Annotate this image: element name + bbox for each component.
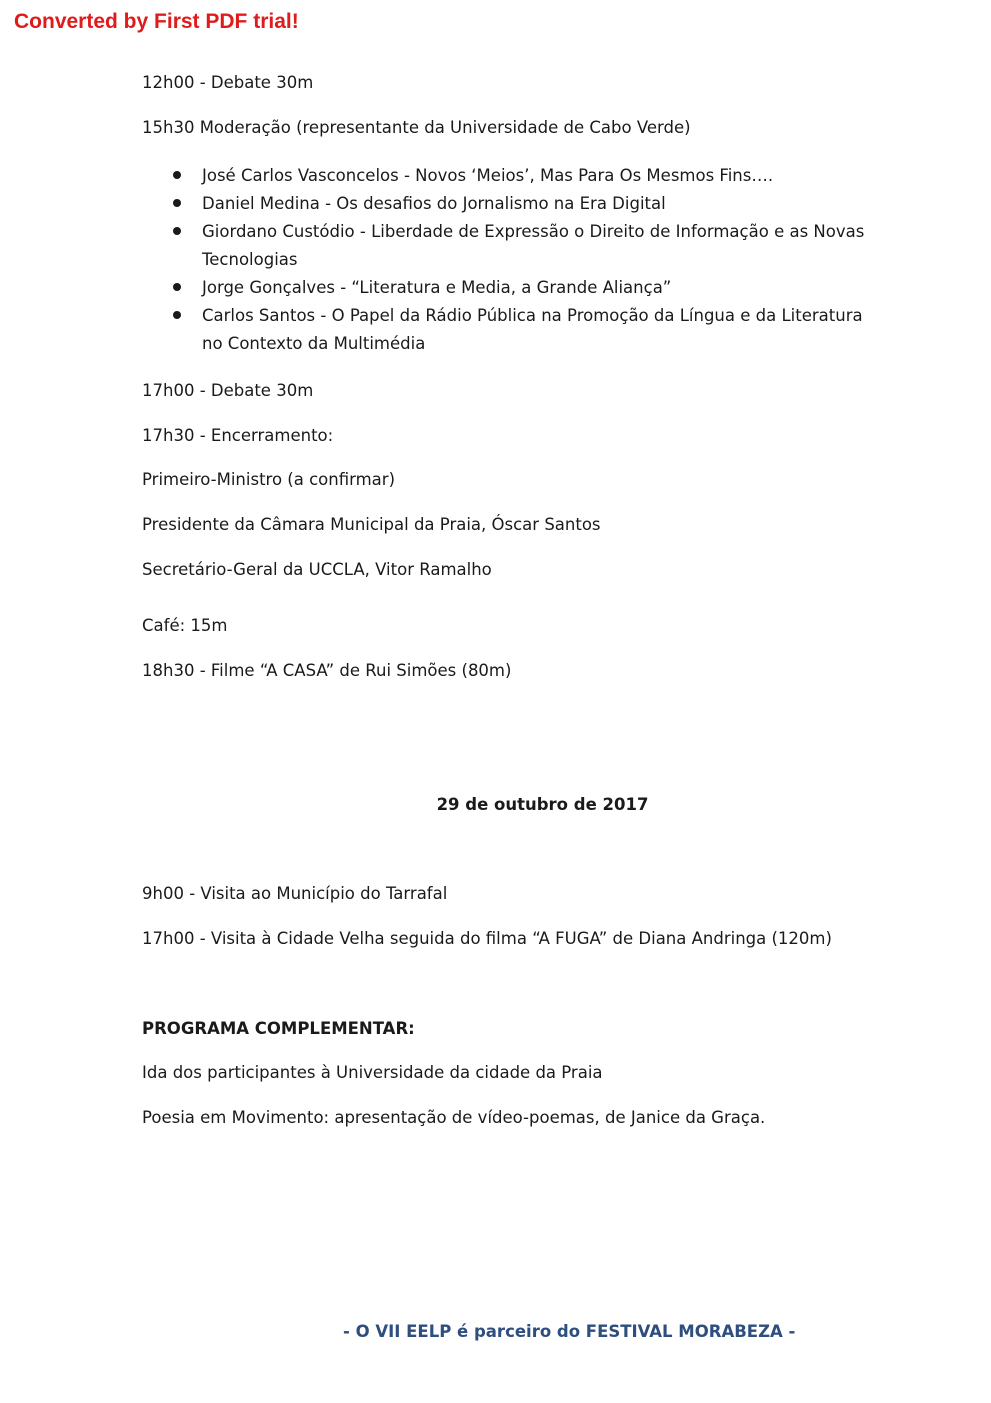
speaker-text: Carlos Santos - O Papel da Rádio Pública na Promoção da Língua e da Literatura no Contexto da Multimédia: [202, 306, 863, 353]
day2-heading: 29 de outubro de 2017: [436, 795, 649, 814]
schedule-debate-2: 17h00 - Debate 30m: [142, 381, 314, 400]
speaker-list: [142, 162, 882, 358]
bullet-icon: [173, 311, 181, 319]
complementary-item-university: Ida dos participantes à Universidade da cidade da Praia: [142, 1063, 603, 1082]
schedule-coffee: Café: 15m: [142, 616, 228, 635]
speaker-item: [142, 302, 882, 358]
day2-visit-tarrafal: 9h00 - Visita ao Município do Tarrafal: [142, 884, 448, 903]
speaker-text: Giordano Custódio - Liberdade de Expressão o Direito de Informação e as Novas Tecnologias: [202, 222, 865, 269]
schedule-film: 18h30 - Filme “A CASA” de Rui Simões (80m): [142, 661, 512, 680]
bullet-icon: [173, 199, 181, 207]
speaker-text: Jorge Gonçalves - “Literatura e Media, a Grande Aliança”: [202, 278, 672, 297]
speaker-item: [142, 218, 882, 274]
bullet-icon: [173, 227, 181, 235]
complementary-item-poetry: Poesia em Movimento: apresentação de vídeo-poemas, de Janice da Graça.: [142, 1108, 766, 1127]
speaker-item: [142, 162, 882, 190]
day2-visit-cidade-velha: 17h00 - Visita à Cidade Velha seguida do filma “A FUGA” de Diana Andringa (120m): [142, 929, 832, 948]
schedule-moderation: 15h30 Moderação (representante da Universidade de Cabo Verde): [142, 118, 691, 137]
bullet-icon: [173, 283, 181, 291]
watermark-text: Converted by First PDF trial!: [14, 10, 299, 33]
schedule-closing: 17h30 - Encerramento:: [142, 426, 334, 445]
bullet-icon: [173, 171, 181, 179]
speaker-item: [142, 274, 882, 302]
speaker-text: José Carlos Vasconcelos - Novos ‘Meios’, Mas Para Os Mesmos Fins….: [202, 166, 774, 185]
complementary-heading: PROGRAMA COMPLEMENTAR:: [142, 1019, 415, 1038]
speaker-text: Daniel Medina - Os desafios do Jornalismo na Era Digital: [202, 194, 666, 213]
speaker-item: [142, 190, 882, 218]
closing-mayor: Presidente da Câmara Municipal da Praia, Óscar Santos: [142, 515, 601, 534]
closing-uccla: Secretário-Geral da UCCLA, Vitor Ramalho: [142, 560, 492, 579]
closing-prime-minister: Primeiro-Ministro (a confirmar): [142, 470, 396, 489]
schedule-debate-1: 12h00 - Debate 30m: [142, 73, 314, 92]
footer-partner-note: - O VII EELP é parceiro do FESTIVAL MORABEZA -: [343, 1322, 796, 1341]
